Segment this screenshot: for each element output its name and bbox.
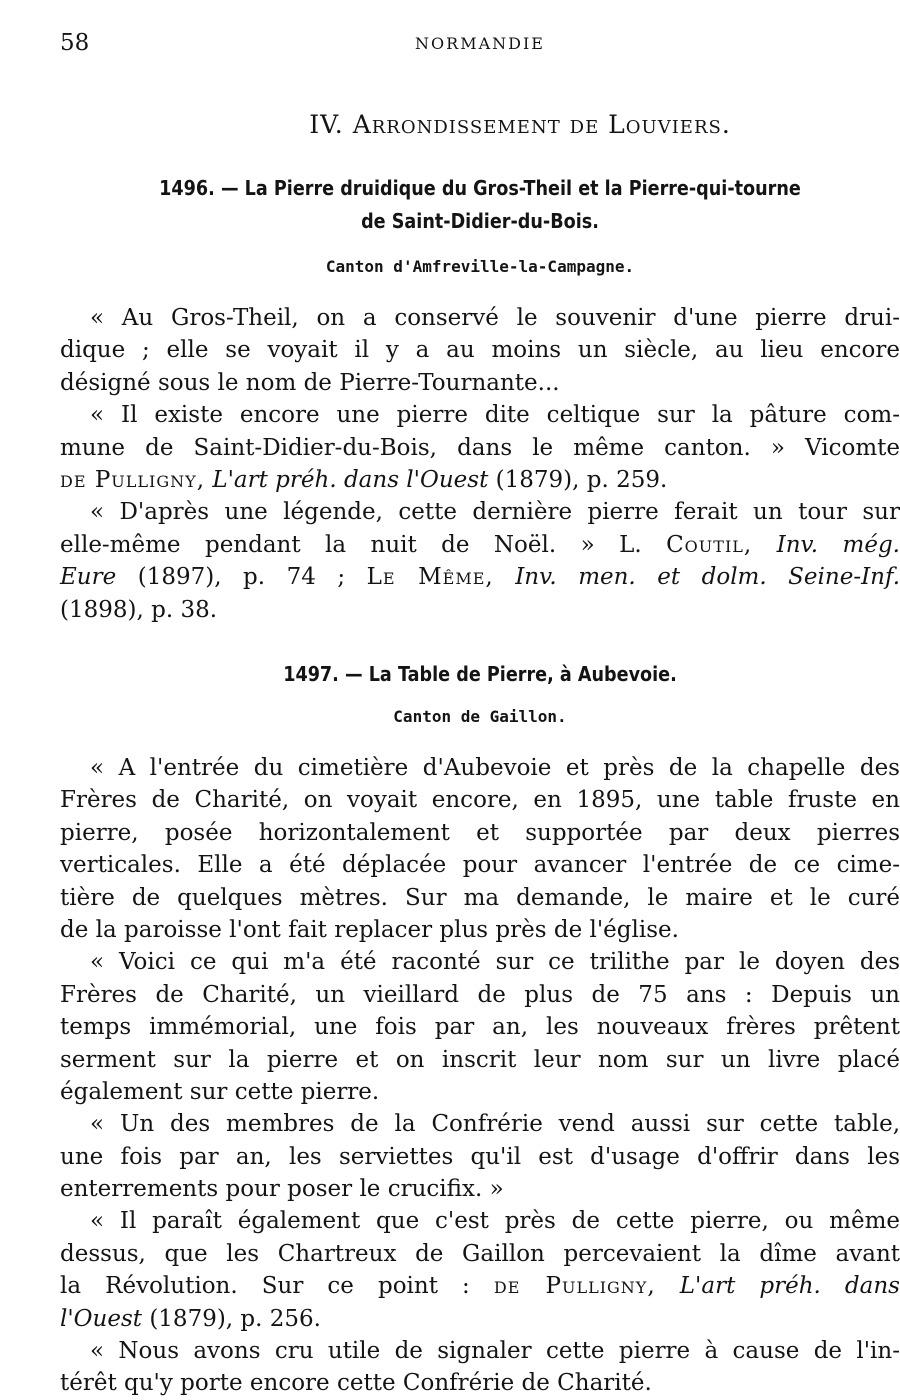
ref-pages: (1897), p. 74 ; [137,564,346,591]
text-line: dique ; elle se voyait il y a au moins un siècle, au lieu encore [60,337,900,364]
entry-1497-text [60,752,900,1400]
reference-line: (1898), p. 38. [60,596,218,623]
text-line: Frères de Charité, un vieillard de plus de 75 ans : Depuis un [60,981,900,1008]
text-line: également sur cette pierre. [60,1078,380,1105]
reference-line [60,1303,900,1335]
ref-title: Inv. még. [776,531,900,558]
text-line: térêt qu'y porte encore cette Confrérie de Charité. [60,1370,652,1397]
text-line: serment sur la pierre et on inscrit leur nom sur un livre placé [60,1046,900,1073]
text-line: enterrements pour poser le crucifix. » [60,1176,504,1203]
text-line: tière de quelques mètres. Sur ma demande, le maire et le curé [60,884,900,911]
text-fragment: elle-même pendant la nuit de Noël. » L. [60,531,642,558]
text-line: Frères de Charité, on voyait encore, en 1895, une table fruste en [60,787,900,814]
reference-line [60,529,900,561]
ref-title: l'Ouest [60,1305,143,1332]
ref-author: Coutil, [666,531,753,558]
ref-title: Inv. men. et dolm. Seine-Inf. [515,564,900,591]
reference-line [60,561,900,593]
text-line: désigné sous le nom de Pierre-Tournante... [60,369,560,396]
ref-title: Eure [60,564,117,591]
text-line: verticales. Elle a été déplacée pour avancer l'entrée de ce cime- [60,852,900,879]
ref-title: L'art préh. dans l'Ouest [212,466,489,493]
text-line: mune de Saint-Didier-du-Bois, dans le même canton. » Vicomte [60,434,900,461]
section-numeral: IV. [309,110,344,139]
text-line: « Il paraît également que c'est près de cette pierre, ou même [90,1208,900,1235]
entry-1496-canton: Canton d'Amfreville-la-Campagne. [325,257,635,276]
text-line: une fois par an, les serviettes qu'il est d'usage d'offrir dans les [60,1143,900,1170]
text-line: « Nous avons cru utile de signaler cette pierre à cause de l'in- [90,1338,900,1365]
ref-author: de Pulligny, [60,466,206,493]
page-number: 58 [60,30,90,56]
text-line: « Il existe encore une pierre dite celtique sur la pâture com- [90,402,900,429]
ref-pages: (1879), p. 256. [149,1305,321,1332]
text-line: dessus, que les Chartreux de Gaillon percevaient la dîme avant [60,1240,900,1267]
text-line: temps immémorial, une fois par an, les nouveaux frères prêtent [60,1014,900,1041]
text-line: « Voici ce qui m'a été raconté sur ce trilithe par le doyen des [90,949,900,976]
ref-pages: (1879), p. 259. [495,466,668,493]
entry-1496-text [60,302,900,626]
text-line: « D'après une légende, cette dernière pierre ferait un tour sur [90,499,900,526]
text-line: de la paroisse l'ont fait replacer plus près de l'église. [60,916,679,943]
text-line: « A l'entrée du cimetière d'Aubevoie et près de la chapelle des [90,755,900,781]
page-header [60,30,900,60]
ref-author: Le Même, [366,564,494,591]
section-name: Arrondissement de Louviers. [352,110,731,139]
reference-line [60,1270,900,1302]
entry-1496-heading-line2: de Saint-Didier-du-Bois. [361,209,599,233]
text-fragment: la Révolution. Sur ce point : [60,1273,470,1300]
entry-1497-canton: Canton de Gaillon. [393,707,567,726]
reference-line [60,464,900,496]
section-title [0,110,900,139]
ref-author: de Pulligny, [493,1273,656,1300]
text-line: « Un des membres de la Confrérie vend aussi sur cette table, [90,1111,900,1138]
text-line: pierre, posée horizontalement et supportée par deux pierres [60,819,900,846]
entry-1497-heading: 1497. — La Table de Pierre, à Aubevoie. [283,662,677,686]
running-title: NORMANDIE [415,34,545,53]
entry-1496-heading-line1: 1496. — La Pierre druidique du Gros-Theil et la Pierre-qui-tourne [159,176,801,200]
text-line: « Au Gros-Theil, on a conservé le souvenir d'une pierre drui- [90,305,900,331]
ref-title: L'art préh. dans [679,1273,900,1300]
